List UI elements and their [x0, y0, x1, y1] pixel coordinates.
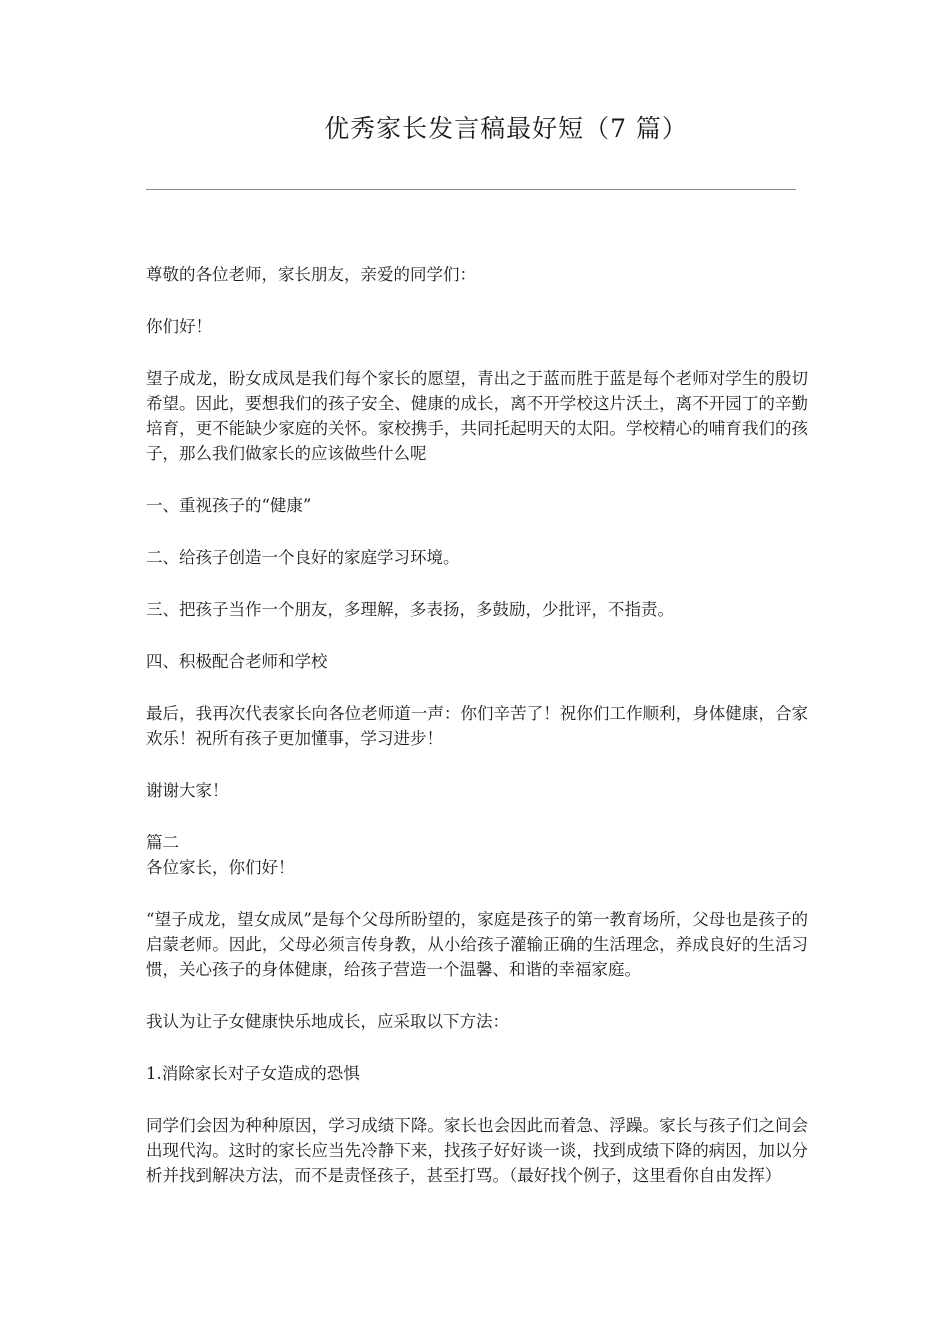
- paragraph-method-1: 1.消除家长对子女造成的恐惧: [146, 1064, 360, 1083]
- document-title: 优秀家长发言稿最好短（7 篇）: [324, 114, 688, 143]
- paragraph-closing: 最后，我再次代表家长向各位老师道一声：你们辛苦了！祝你们工作顺利，身体健康，合家欢乐！祝所有孩子更加懂事，学习进步！: [146, 704, 808, 748]
- paragraph-point-4: 四、积极配合老师和学校: [146, 652, 328, 671]
- paragraph-body-2: “望子成龙，望女成凤”是每个父母所盼望的，家庭是孩子的第一教育场所，父母也是孩子的启蒙老师。因此，父母必须言传身教，从小给孩子灌输正确的生活理念，养成良好的生活习惯，关心孩子的身体健康，给孩子营造一个温馨、和谐的幸福家庭。: [146, 910, 808, 979]
- paragraph-greeting: 你们好！: [146, 317, 212, 336]
- paragraph-methods-intro: 我认为让子女健康快乐地成长，应采取以下方法：: [146, 1012, 509, 1031]
- paragraph-salutation: 尊敬的各位老师，家长朋友，亲爱的同学们：: [146, 265, 476, 284]
- document-body: [146, 262, 808, 1215]
- paragraph-method-1-detail: 同学们会因为种种原因，学习成绩下降。家长也会因此而着急、浮躁。家长与孩子们之间会出现代沟。这时的家长应当先冷静下来，找孩子好好谈一谈，找到成绩下降的病因，加以分析并找到解决方法，而不是责怪孩子，甚至打骂。（最好找个例子，这里看你自由发挥）: [146, 1116, 808, 1185]
- paragraph-intro: 望子成龙，盼女成凤是我们每个家长的愿望，青出之于蓝而胜于蓝是每个老师对学生的殷切希望。因此，要想我们的孩子安全、健康的成长，离不开学校这片沃土，离不开园丁的辛勤培育，更不能缺少家庭的关怀。家校携手，共同托起明天的太阳。学校精心的哺育我们的孩子，那么我们做家长的应该做些什么呢: [146, 369, 808, 463]
- paragraph-point-1: 一、重视孩子的“健康”: [146, 496, 312, 515]
- paragraph-greeting-2: 各位家长，你们好！: [146, 858, 295, 877]
- section-heading-part-2: 篇二: [146, 833, 179, 852]
- paragraph-thanks: 谢谢大家！: [146, 781, 229, 800]
- title-divider: [146, 189, 796, 190]
- paragraph-point-2: 二、给孩子创造一个良好的家庭学习环境。: [146, 548, 460, 567]
- paragraph-point-3: 三、把孩子当作一个朋友，多理解，多表扬，多鼓励，少批评，不指责。: [146, 600, 674, 619]
